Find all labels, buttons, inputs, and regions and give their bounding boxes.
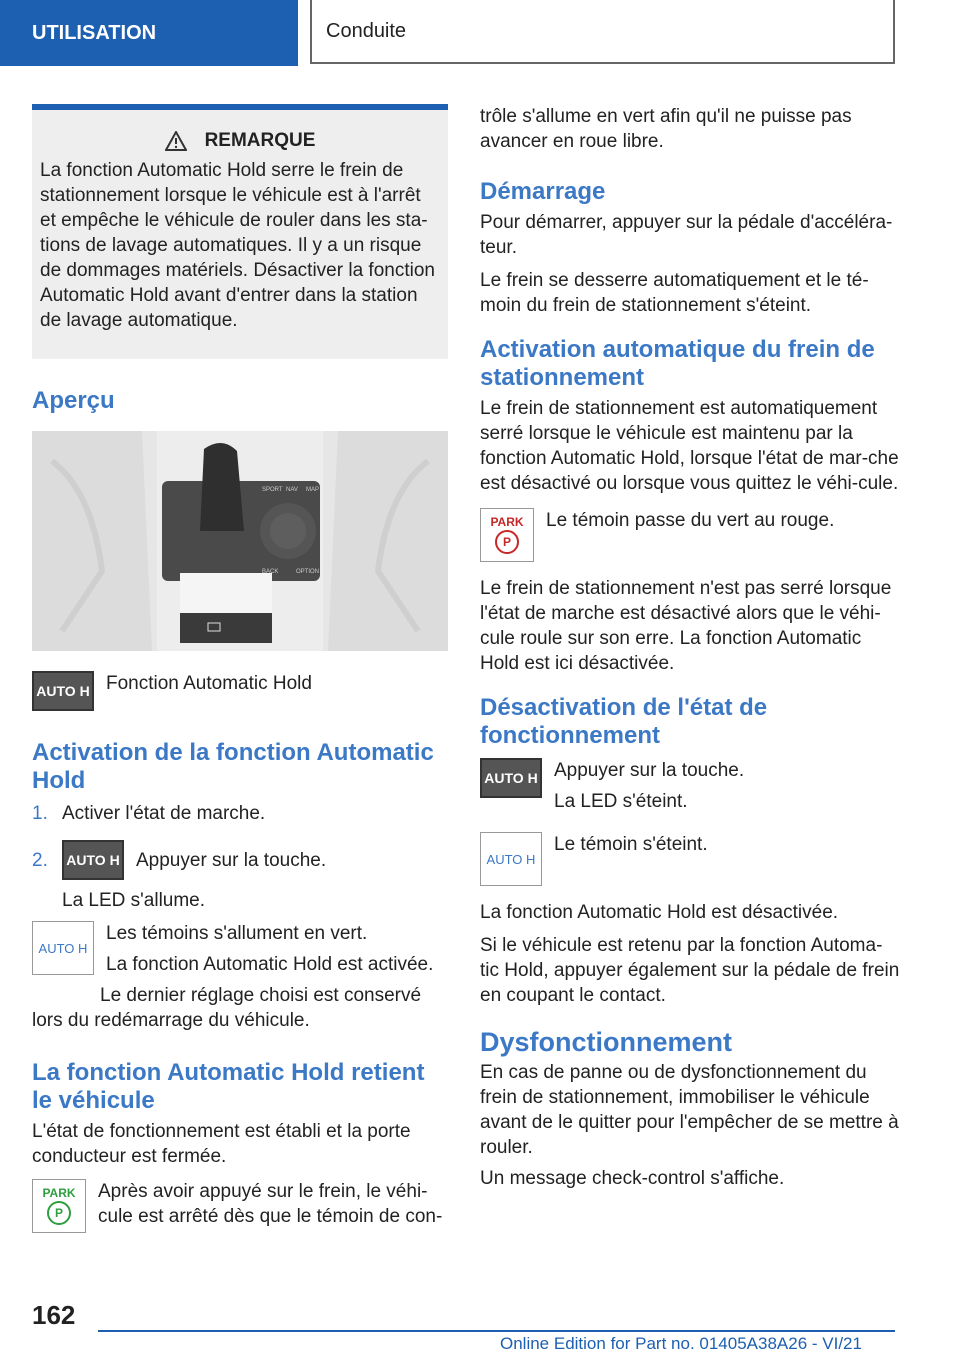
dysfonction-text-1: En cas de panne ou de dysfonctionnement du frein de stationnement, immobiliser le véhicule avant de le quitter pour l'empêcher de se mettre à rouler. [480, 1062, 899, 1158]
desactivation-temoin-text: Le témoin s'éteint. [554, 834, 708, 855]
note-title [40, 130, 440, 152]
step-1 [32, 801, 448, 826]
photo-label-nav: NAV [286, 487, 298, 493]
desactivation-text-1: La fonction Automatic Hold est désactivée. [480, 902, 839, 923]
desactivation-press-row [480, 758, 900, 814]
right-column [480, 104, 900, 1191]
warning-triangle-icon [165, 131, 187, 151]
park-brake-red-icon [480, 508, 534, 562]
page-number: 162 [32, 1300, 76, 1330]
retient-text-3: trôle s'allume en vert afin qu'il ne puisse pas avancer en roue libre. [480, 106, 852, 152]
step-1-number: 1. [32, 803, 48, 824]
desactivation-led-text: La LED s'éteint. [554, 791, 688, 812]
photo-label-option: OPTION [296, 569, 320, 575]
note-title-text: REMARQUE [204, 130, 316, 151]
heading-apercu: Aperçu [32, 387, 115, 414]
desactivation-temoin-row [480, 832, 900, 886]
led-text: La LED s'allume. [62, 890, 206, 911]
activation-auto-text-2: Le frein de stationnement n'est pas serré lorsque l'état de marche est désactivé alors que le véhi-cule roule sur son erre. La fonction Automatic Hold est ici désactivée. [480, 578, 892, 674]
park-label: PARK [42, 1186, 76, 1200]
heading-activation-auto: Activation automatique du frein de stationnement [480, 336, 875, 391]
step-2-number: 2. [32, 849, 48, 871]
caption-row [32, 671, 448, 711]
section-title: UTILISATION [32, 21, 157, 44]
desactivation-text-2: Si le véhicule est retenu par la fonction Automa-tic Hold, appuyer également sur la pédale de frein en coupant le contact. [480, 935, 900, 1006]
chapter-title: Conduite [326, 19, 407, 42]
desactivation-press-text: Appuyer sur la touche. [554, 760, 745, 781]
activation-auto-park-row [480, 508, 900, 562]
warning-note [32, 104, 448, 359]
activation-auto-text-1: Le frein de stationnement est automatiquement serré lorsque le véhicule est maintenu par la fonction Automatic Hold, lorsque l'état de mar-che est désactivé ou lorsque vous quittez le véhi-cule. [480, 398, 899, 494]
photo-label-sport: SPORT [262, 487, 283, 493]
demarrage-text-1: Pour démarrer, appuyer sur la pédale d'accéléra-teur. [480, 212, 893, 258]
temoins-row [32, 921, 448, 977]
heading-retient: La fonction Automatic Hold retient le véhicule [32, 1059, 425, 1114]
heading-demarrage: Démarrage [480, 178, 606, 205]
park-label-red: PARK [490, 515, 524, 529]
temoins-text: Les témoins s'allument en vert. [106, 923, 368, 944]
gear-selector-photo [32, 431, 448, 651]
note-text: La fonction Automatic Hold serre le frein de stationnement lorsque le véhicule est à l'arrêt et empêche le véhicule de rouler dans les sta-tions de lavage automatiques. Il y a un risque de dommages matériels. Désactiver la fonction Automatic Hold avant d'entrer dans la station de lavage automatique. [40, 160, 435, 331]
activation-auto-icon-text: Le témoin passe du vert au rouge. [546, 510, 835, 531]
park-brake-icon [32, 1179, 86, 1233]
step-1-text: Activer l'état de marche. [62, 803, 266, 824]
footer-edition: Online Edition for Part no. 01405A38A26 - VI/21 [500, 1334, 862, 1353]
retient-text-2: Après avoir appuyé sur le frein, le véhi-cule est arrêté dès que le témoin de con- [98, 1181, 443, 1227]
retient-text-1: L'état de fonctionnement est établi et la porte conducteur est fermée. [32, 1121, 411, 1167]
dernier-text: Le dernier réglage choisi est conservé lors du redémarrage du véhicule. [32, 985, 422, 1031]
caption-text: Fonction Automatic Hold [106, 673, 312, 694]
demarrage-text-2: Le frein se desserre automatiquement et le té-moin du frein de stationnement s'éteint. [480, 270, 869, 316]
footer-rule [98, 1330, 895, 1332]
retient-park-row [32, 1179, 448, 1233]
section-tab [0, 0, 298, 66]
active-text: La fonction Automatic Hold est activée. [106, 954, 434, 975]
park-p-label: P [47, 1201, 71, 1225]
heading-dysfonction: Dysfonctionnement [480, 1027, 733, 1057]
auto-h-icon: AUTO H [480, 758, 542, 798]
dysfonction-text-2: Un message check-control s'affiche. [480, 1168, 785, 1189]
left-column [32, 104, 448, 1233]
auto-h-icon: AUTO H [62, 840, 124, 880]
step-2-text: Appuyer sur la touche. [136, 849, 327, 871]
photo-label-back: BACK [262, 569, 279, 575]
heading-desactivation: Désactivation de l'état de fonctionnement [480, 694, 768, 749]
auto-h-icon: AUTO H [32, 671, 94, 711]
park-p-label-red: P [495, 530, 519, 554]
auto-h-outline-icon: AUTO H [32, 921, 94, 975]
chapter-tab [310, 0, 895, 64]
step-2 [32, 840, 448, 880]
auto-h-outline-icon: AUTO H [480, 832, 542, 886]
photo-label-map: MAP [306, 487, 320, 493]
heading-activation: Activation de la fonction Automatic Hold [32, 739, 434, 794]
